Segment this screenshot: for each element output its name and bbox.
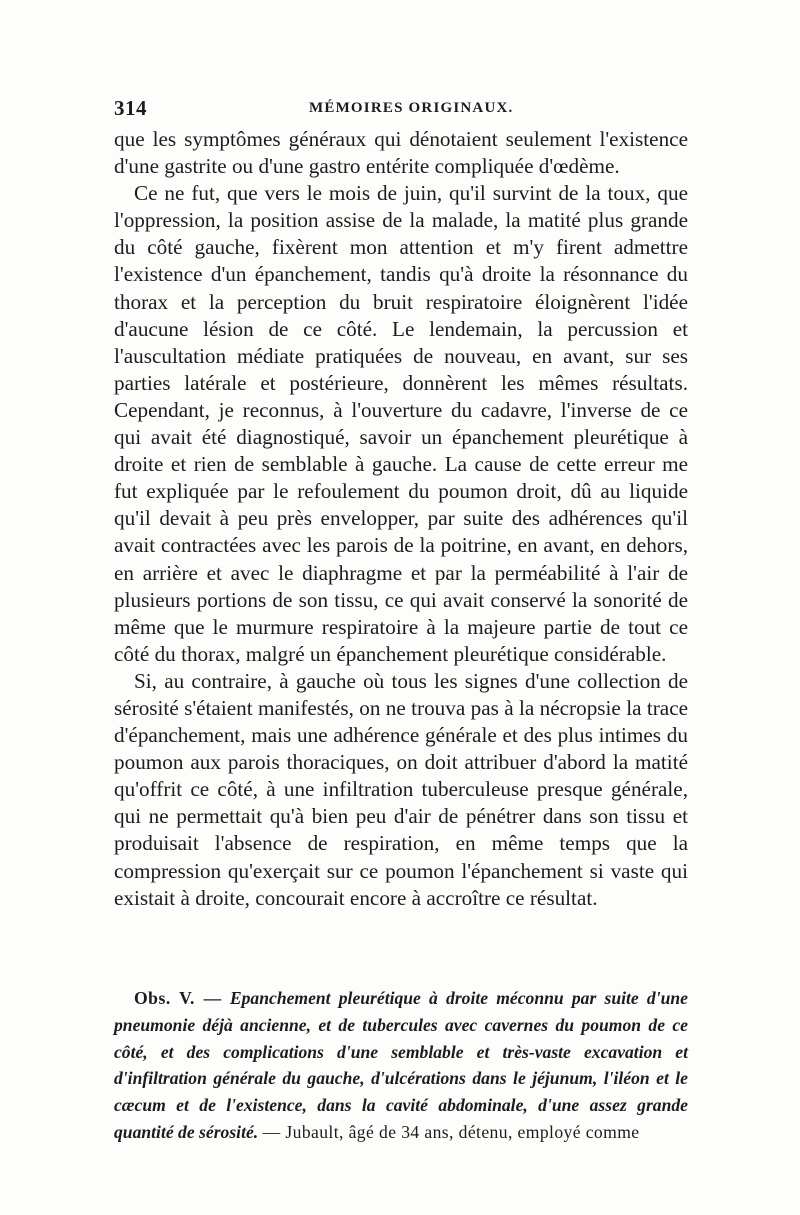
running-title: MÉMOIRES ORIGINAUX.	[309, 100, 514, 116]
observation-label: Obs. V. —	[134, 988, 222, 1008]
body-text	[114, 126, 688, 912]
paragraph-continuation: que les symptômes généraux qui dénotaient seulement l'existence d'une gastrite ou d'une gastro entérite compliquée d'œdème.	[114, 127, 688, 179]
observation-block	[114, 985, 688, 1146]
paragraph: Si, au contraire, à gauche où tous les signes d'une collection de sérosité s'étaient manifestés, on ne trouva pas à la nécropsie la trace d'épanchement, mais une adhérence générale et des plus intimes du poumon aux parois thoraciques, on doit attribuer d'abord la matité qu'offrit ce côté, à une infiltration tuberculeuse presque générale, qui ne permettait qu'à bien peu d'air de pénétrer dans son tissu et produisait l'absence de respiration, en même temps que la compression qu'exerçait sur ce poumon l'épanchement si vaste qui existait à droite, concourait encore à accroître ce résultat.	[114, 668, 688, 910]
page-number: 314	[114, 96, 147, 120]
paragraph: Ce ne fut, que vers le mois de juin, qu'il survint de la toux, que l'oppression, la position assise de la malade, la matité plus grande du côté gauche, fixèrent mon attention et m'y firent admettre l'existence d'un épanchement, tandis qu'à droite la résonnance du thorax et la perception du bruit respiratoire éloignèrent l'idée d'aucune lésion de ce côté. Le lendemain, la percussion et l'auscultation médiate pratiquées de nouveau, en avant, sur ses parties latérale et postérieure, donnèrent les mêmes résultats. Cependant, je reconnus, à l'ouverture du cadavre, l'inverse de ce qui avait été diagnostiqué, savoir un épanchement pleurétique à droite et rien de semblable à gauche. La cause de cette erreur me fut expliquée par le refoulement du poumon droit, dû au liquide qu'il devait à peu près envelopper, par suite des adhérences qu'il avait contractées avec les parois de la poitrine, en avant, en dehors, en arrière et avec le diaphragme et par la perméabilité à l'air de plusieurs portions de son tissu, ce qui avait conservé la sonorité de même que le murmure respiratoire à la majeure partie de tout ce côté du thorax, malgré un épanchement pleurétique considérable.	[114, 181, 688, 666]
running-head	[114, 96, 688, 124]
observation-paragraph	[114, 985, 688, 1146]
observation-text: — Jubault, âgé de 34 ans, détenu, employé comme	[262, 1121, 640, 1142]
observation-title: Epanchement pleurétique à droite méconnu par suite d'une pneumonie déjà ancienne, et de tubercules avec cavernes du poumon de ce côté, et des complications d'une semblable et très-vaste excavation et d'infiltration générale du gauche, d'ulcérations dans le jéjunum, l'iléon et le cæcum et de l'existence, dans la cavité abdominale, d'une assez grande quantité de sérosité.	[114, 988, 688, 1142]
